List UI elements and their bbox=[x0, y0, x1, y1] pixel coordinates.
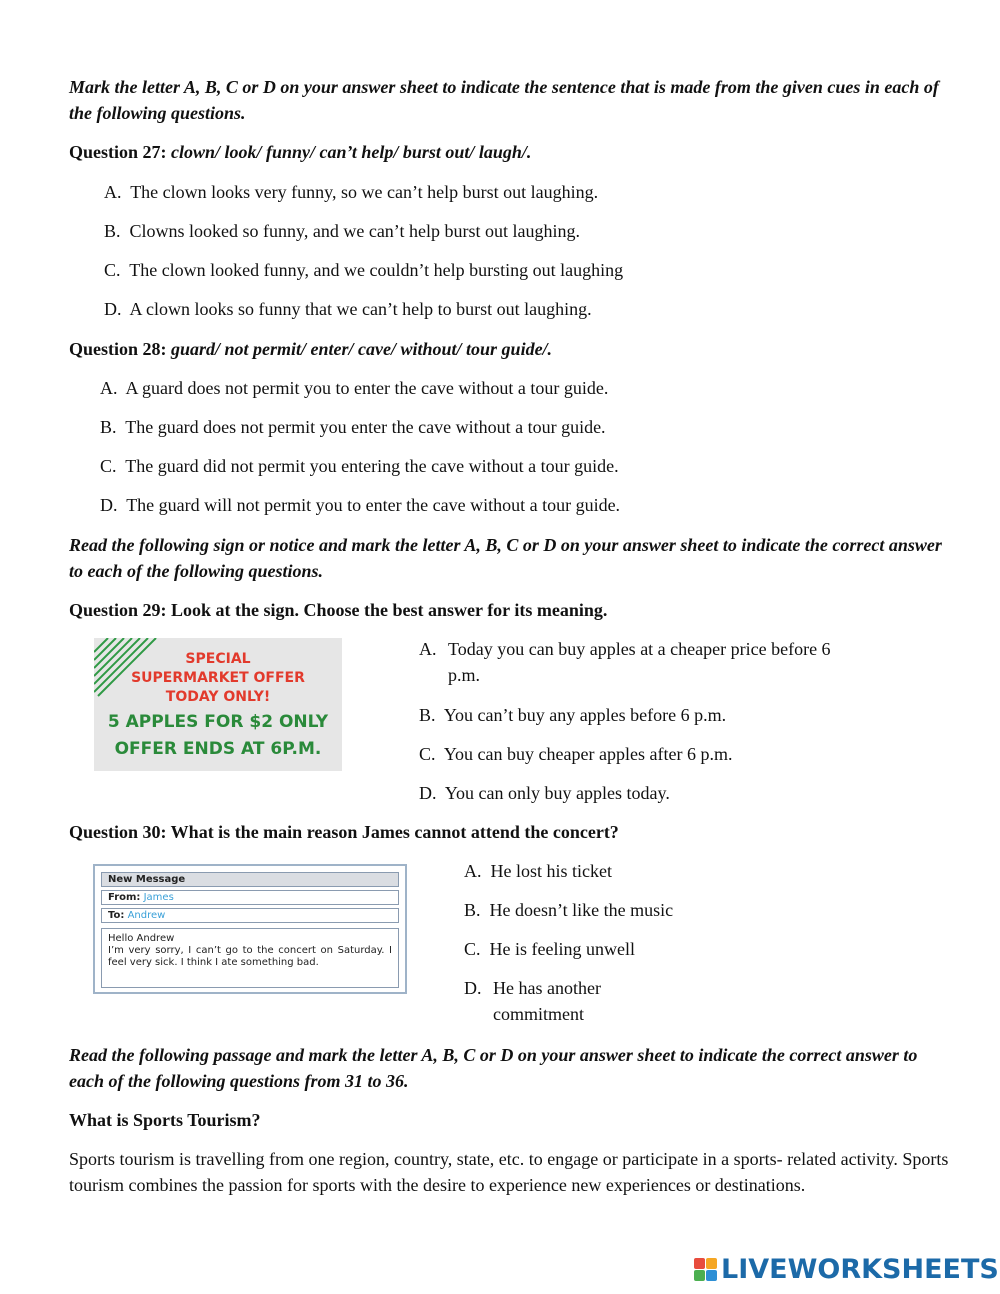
q27-option-b[interactable] bbox=[104, 219, 580, 243]
question-30-heading: Question 30: What is the main reason James cannot attend the concert? bbox=[69, 822, 619, 842]
option-letter: D. bbox=[100, 495, 118, 515]
option-text-line1: Today you can buy apples at a cheaper price before 6 bbox=[448, 639, 831, 659]
option-text: The guard did not permit you entering the cave without a tour guide. bbox=[125, 456, 619, 476]
q29-option-d[interactable] bbox=[419, 781, 670, 805]
message-image bbox=[93, 864, 407, 994]
option-letter: A. bbox=[419, 639, 437, 659]
option-letter: C. bbox=[419, 744, 436, 764]
q28-option-d[interactable] bbox=[100, 493, 620, 517]
option-text: The guard does not permit you enter the cave without a tour guide. bbox=[125, 417, 606, 437]
instruction-cues: Mark the letter A, B, C or D on your answer sheet to indicate the sentence that is made from the given cues in each of the following questions. bbox=[69, 77, 939, 123]
option-letter: D. bbox=[464, 978, 482, 998]
q29-option-c[interactable] bbox=[419, 742, 732, 766]
logo-block-yellow bbox=[706, 1258, 717, 1269]
option-text: Clowns looked so funny, and we can’t help burst out laughing. bbox=[129, 221, 580, 241]
q27-option-a[interactable] bbox=[104, 180, 598, 204]
q30-option-c[interactable] bbox=[464, 937, 635, 961]
q27-option-d[interactable] bbox=[104, 297, 592, 321]
to-value: Andrew bbox=[127, 910, 166, 921]
question-28-label: Question 28: bbox=[69, 339, 167, 359]
option-letter: D. bbox=[419, 783, 437, 803]
option-text: He doesn’t like the music bbox=[489, 900, 674, 920]
passage-title: What is Sports Tourism? bbox=[69, 1110, 261, 1130]
message-text: I’m very sorry, I can’t go to the concert on Saturday. I feel very sick. I think I ate something bad. bbox=[108, 945, 392, 968]
instruction-passage: Read the following passage and mark the letter A, B, C or D on your answer sheet to indicate the correct answer to each of the following questions from 31 to 36. bbox=[69, 1045, 918, 1091]
option-text: You can buy cheaper apples after 6 p.m. bbox=[443, 744, 733, 764]
q29-option-b[interactable] bbox=[419, 703, 726, 727]
q30-option-a[interactable] bbox=[464, 859, 612, 883]
option-text-line2: commitment bbox=[493, 1004, 584, 1024]
question-27-cue: clown/ look/ funny/ can’t help/ burst out/ laugh/. bbox=[171, 142, 532, 162]
q28-option-c[interactable] bbox=[100, 454, 619, 478]
logo-block-blue bbox=[706, 1270, 717, 1281]
sign-line-today: TODAY ONLY! bbox=[165, 689, 271, 705]
option-letter: C. bbox=[100, 456, 117, 476]
option-letter: B. bbox=[104, 221, 121, 241]
to-label: To: bbox=[108, 910, 125, 921]
from-value: James bbox=[143, 892, 174, 903]
option-text: You can’t buy any apples before 6 p.m. bbox=[443, 705, 727, 725]
question-27-label: Question 27: bbox=[69, 142, 167, 162]
logo-block-green bbox=[694, 1270, 705, 1281]
q28-option-a[interactable] bbox=[100, 376, 608, 400]
option-letter: D. bbox=[104, 299, 122, 319]
supermarket-sign-image bbox=[94, 638, 342, 771]
q29-option-a[interactable] bbox=[419, 636, 831, 688]
q28-option-b[interactable] bbox=[100, 415, 606, 439]
option-text: He is feeling unwell bbox=[489, 939, 635, 959]
message-from bbox=[101, 890, 399, 905]
logo-wordmark: LIVEWORKSHEETS bbox=[721, 1253, 999, 1285]
option-text: He lost his ticket bbox=[490, 861, 612, 881]
option-text: The clown looked funny, and we couldn’t help bursting out laughing bbox=[129, 260, 624, 280]
sign-line-special: SPECIAL bbox=[185, 651, 251, 667]
option-letter: B. bbox=[100, 417, 117, 437]
q30-option-b[interactable] bbox=[464, 898, 673, 922]
option-letter: C. bbox=[464, 939, 481, 959]
sign-line-offer: SUPERMARKET OFFER bbox=[131, 670, 305, 686]
message-title: New Message bbox=[101, 872, 399, 887]
logo-block-red bbox=[694, 1258, 705, 1269]
option-text: The guard will not permit you to enter the cave without a tour guide. bbox=[126, 495, 621, 515]
option-text: A clown looks so funny that we can’t help to burst out laughing. bbox=[129, 299, 592, 319]
message-greeting: Hello Andrew bbox=[108, 933, 175, 944]
from-label: From: bbox=[108, 892, 141, 903]
question-28-cue: guard/ not permit/ enter/ cave/ without/ tour guide/. bbox=[171, 339, 553, 359]
message-to bbox=[101, 908, 399, 923]
liveworksheets-logo bbox=[694, 1252, 999, 1286]
option-text-line2: p.m. bbox=[448, 665, 481, 685]
option-letter: B. bbox=[419, 705, 436, 725]
q30-option-d[interactable] bbox=[464, 975, 601, 1027]
logo-blocks-icon bbox=[694, 1258, 717, 1281]
question-27-heading bbox=[69, 140, 531, 164]
option-text-line1: He has another bbox=[493, 978, 601, 998]
option-letter: B. bbox=[464, 900, 481, 920]
option-text: A guard does not permit you to enter the cave without a tour guide. bbox=[125, 378, 609, 398]
q27-option-c[interactable] bbox=[104, 258, 623, 282]
option-letter: A. bbox=[100, 378, 118, 398]
option-letter: A. bbox=[464, 861, 482, 881]
passage-text: Sports tourism is travelling from one region, country, state, etc. to engage or participate in a sports- related activity. Sports tourism combines the passion for sports with the desire to experience new experiences or destinations. bbox=[69, 1149, 949, 1195]
option-letter: C. bbox=[104, 260, 121, 280]
question-29-heading: Question 29: Look at the sign. Choose the best answer for its meaning. bbox=[69, 600, 608, 620]
message-body bbox=[101, 928, 399, 988]
question-28-heading bbox=[69, 337, 552, 361]
option-text: The clown looks very funny, so we can’t help burst out laughing. bbox=[130, 182, 599, 202]
instruction-sign: Read the following sign or notice and mark the letter A, B, C or D on your answer sheet to indicate the correct answer to each of the following questions. bbox=[69, 535, 942, 581]
option-letter: A. bbox=[104, 182, 122, 202]
sign-line-price: 5 APPLES FOR $2 ONLY bbox=[107, 712, 329, 732]
option-text: You can only buy apples today. bbox=[444, 783, 670, 803]
sign-line-ends: OFFER ENDS AT 6P.M. bbox=[114, 739, 322, 759]
